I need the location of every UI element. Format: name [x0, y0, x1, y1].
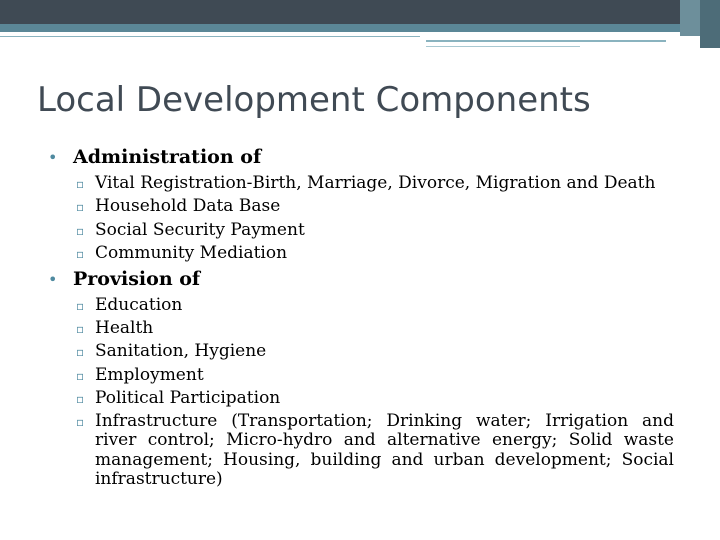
decor-line — [0, 36, 420, 37]
square-bullet-icon: ▫ — [76, 223, 85, 238]
bullet-icon: • — [48, 269, 58, 289]
list-item-text: Education — [95, 294, 183, 315]
header-band — [0, 0, 720, 24]
list-item — [76, 195, 674, 218]
list-item-text: Employment — [95, 364, 204, 385]
square-bullet-icon: ▫ — [76, 247, 85, 262]
slide-content — [48, 144, 674, 490]
corner-decoration — [680, 0, 700, 36]
list-item-text: Social Security Payment — [95, 219, 305, 240]
section-heading — [48, 266, 674, 293]
square-bullet-icon: ▫ — [76, 200, 85, 215]
section-items — [76, 294, 674, 490]
list-item — [76, 172, 674, 195]
square-bullet-icon: ▫ — [76, 298, 85, 313]
decor-line — [426, 46, 580, 47]
slide-title: Local Development Components — [37, 80, 591, 120]
list-item-text: Household Data Base — [95, 196, 281, 217]
section-heading-text: Administration of — [73, 146, 262, 168]
section-heading — [48, 144, 674, 171]
list-item-text: Political Participation — [95, 388, 281, 409]
corner-decoration-dark — [700, 0, 720, 48]
section-heading-text: Provision of — [73, 267, 201, 290]
list-item-text: Sanitation, Hygiene — [95, 341, 267, 362]
decor-line — [426, 40, 666, 42]
bullet-icon: • — [48, 148, 58, 167]
square-bullet-icon: ▫ — [76, 414, 85, 429]
square-bullet-icon: ▫ — [76, 177, 85, 191]
list-item — [76, 219, 674, 242]
list-item — [76, 364, 674, 387]
list-item — [76, 411, 674, 490]
list-item — [76, 317, 674, 340]
square-bullet-icon: ▫ — [76, 345, 85, 360]
list-item-text: Community Mediation — [95, 243, 288, 264]
square-bullet-icon: ▫ — [76, 368, 85, 383]
section-items — [76, 172, 674, 266]
list-item — [76, 387, 674, 410]
list-item — [76, 340, 674, 363]
list-item-text: Health — [95, 318, 154, 339]
accent-band — [0, 24, 720, 32]
list-item — [76, 242, 674, 265]
list-item-text: Infrastructure (Transportation; Drinking water; Irrigation and river control; Micro-hydro and alternative energy; Solid waste management; Housing, building and urban development; Social infrastructure) — [95, 410, 674, 490]
square-bullet-icon: ▫ — [76, 392, 85, 407]
square-bullet-icon: ▫ — [76, 322, 85, 337]
list-item — [76, 294, 674, 317]
list-item-text: Vital Registration-Birth, Marriage, Divorce, Migration and Death — [95, 173, 656, 193]
